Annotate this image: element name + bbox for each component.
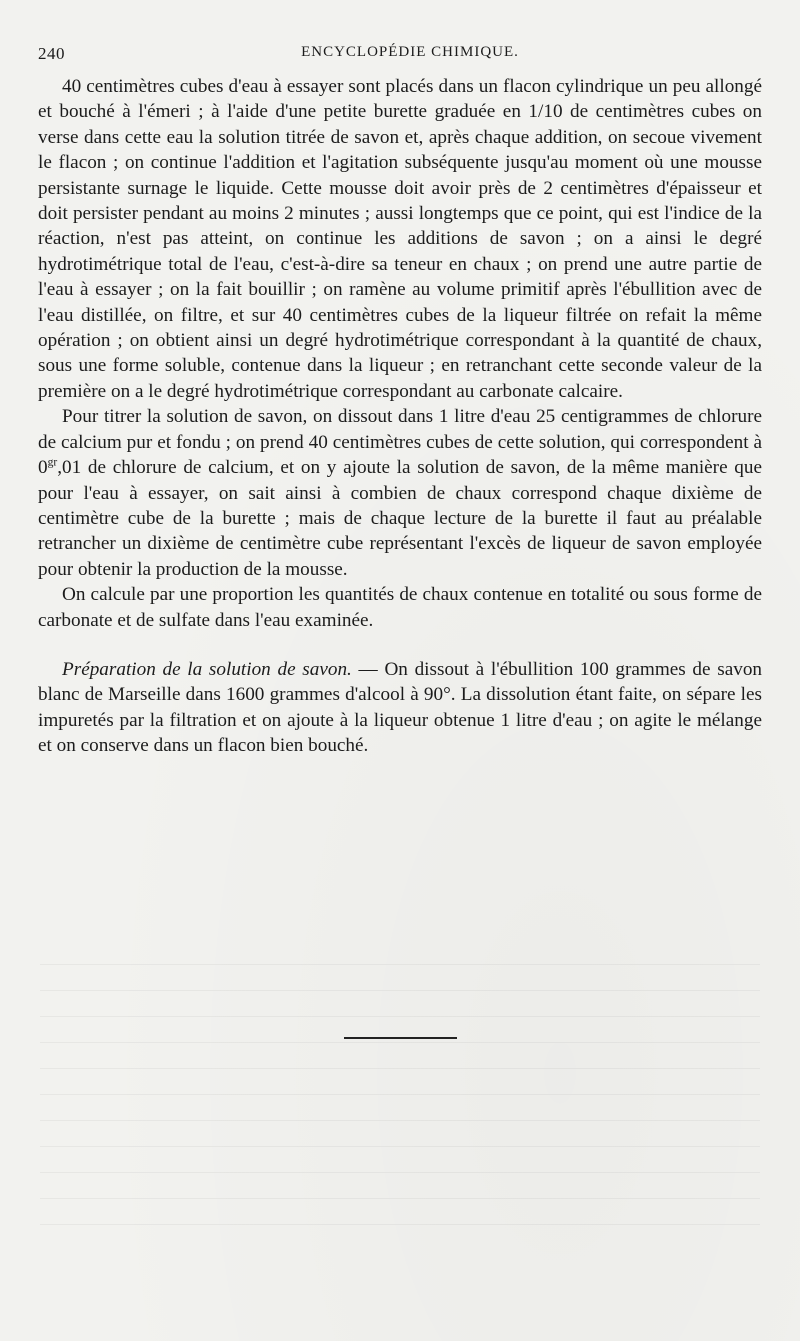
- section-title: Préparation de la solution de savon.: [62, 658, 352, 680]
- gram-superscript: gr: [47, 456, 58, 469]
- section-soap-preparation: [38, 657, 762, 759]
- bleed-through-texture: [40, 950, 760, 1230]
- paragraph-2-part-1: Pour titrer la solution de savon, on dissout dans 1 litre d'eau 25 centigrammes de chlorure de calcium pur et fondu ; on prend 40 centimètres cubes de cette solution, qui correspondent à 0: [38, 406, 762, 479]
- paragraph-2-part-2: ,01 de chlorure de calcium, et on y ajoute la solution de savon, de la même manière que pour l'eau à essayer, on sait ainsi à combien de chaux correspond chaque dixième de centimètre cube de la burette ; mais de chaque lecture de la burette il faut au préalable retrancher un dixième de centimètre cube représentant l'excès de liqueur de savon employée pour obtenir la production de la mousse.: [38, 457, 762, 580]
- section-text: On dissout à l'ébullition 100 grammes de savon blanc de Marseille dans 1600 grammes d'alcool à 90°. La dissolution étant faite, on sépare les impuretés par la filtration et on ajoute à la liqueur obtenue 1 litre d'eau ; on agite le mélange et on conserve dans un flacon bien bouché.: [38, 658, 763, 757]
- end-rule-divider: [344, 1037, 457, 1039]
- paragraph-2: [38, 404, 762, 582]
- running-title: ENCYCLOPÉDIE CHIMIQUE.: [301, 44, 519, 60]
- paragraph-3: On calcule par une proportion les quantités de chaux contenue en totalité ou sous forme de carbonate et de sulfate dans l'eau examinée.: [38, 584, 762, 631]
- body-text: [38, 74, 762, 759]
- page-header: [38, 44, 762, 68]
- page-number: 240: [38, 44, 65, 63]
- section-dash: —: [351, 658, 385, 680]
- paragraph-1: 40 centimètres cubes d'eau à essayer sont placés dans un flacon cylindrique un peu allongé et bouché à l'émeri ; à l'aide d'une petite burette graduée en 1/10 de centimètres cubes on verse dans cette eau la solution titrée de savon et, après chaque addition, on secoue vivement le flacon ; on continue l'addition et l'agitation subséquente jusqu'au moment où une mousse persistante surnage le liquide. Cette mousse doit avoir près de 2 centimètres d'épaisseur et doit persister pendant au moins 2 minutes ; aussi longtemps que ce point, qui est l'indice de la réaction, n'est pas atteint, on continue les additions de savon ; on a ainsi le degré hydrotimétrique total de l'eau, c'est-à-dire sa teneur en chaux ; on prend une autre partie de l'eau à essayer ; on la fait bouillir ; on ramène au volume primitif après l'ébullition avec de l'eau distillée, on filtre, et sur 40 centimètres cubes de la liqueur filtrée on refait la même opération ; on obtient ainsi un degré hydrotimétrique correspondant à la quantité de chaux, sous une forme soluble, contenue dans la liqueur ; en retranchant cette seconde valeur de la première on a le degré hydrotimétrique correspondant au carbonate calcaire.: [38, 76, 762, 402]
